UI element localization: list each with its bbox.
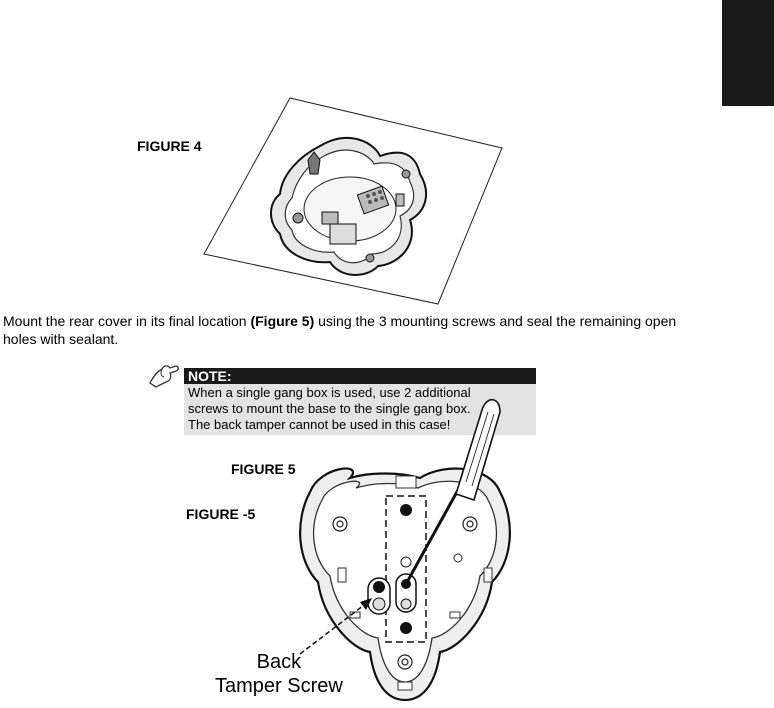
note-line: When a single gang box is used, use 2 additional xyxy=(188,385,471,400)
figure-4-label: FIGURE 4 xyxy=(137,138,202,154)
instruction-paragraph xyxy=(3,312,703,348)
note-heading: NOTE: xyxy=(184,368,536,384)
paragraph-text-continued: using the 3 mounting screws and seal the remaining open holes with sealant. xyxy=(3,313,677,347)
section-tab xyxy=(722,0,774,106)
note-line: The back tamper cannot be used in this case! xyxy=(188,417,451,432)
figure-5-alt-label: FIGURE -5 xyxy=(186,506,256,522)
callout-line: Back xyxy=(256,651,302,673)
figure-reference: (Figure 5) xyxy=(250,313,315,329)
pointing-hand-icon xyxy=(148,363,180,389)
note-line: screws to mount the base to the single gang box. xyxy=(188,401,471,416)
callout-line: Tamper Screw xyxy=(215,675,343,697)
figure-5-label: FIGURE 5 xyxy=(231,461,296,477)
figure-4-illustration xyxy=(200,94,505,306)
tamper-screw-callout xyxy=(215,650,343,698)
paragraph-text: Mount the rear cover in its final location xyxy=(3,313,251,329)
